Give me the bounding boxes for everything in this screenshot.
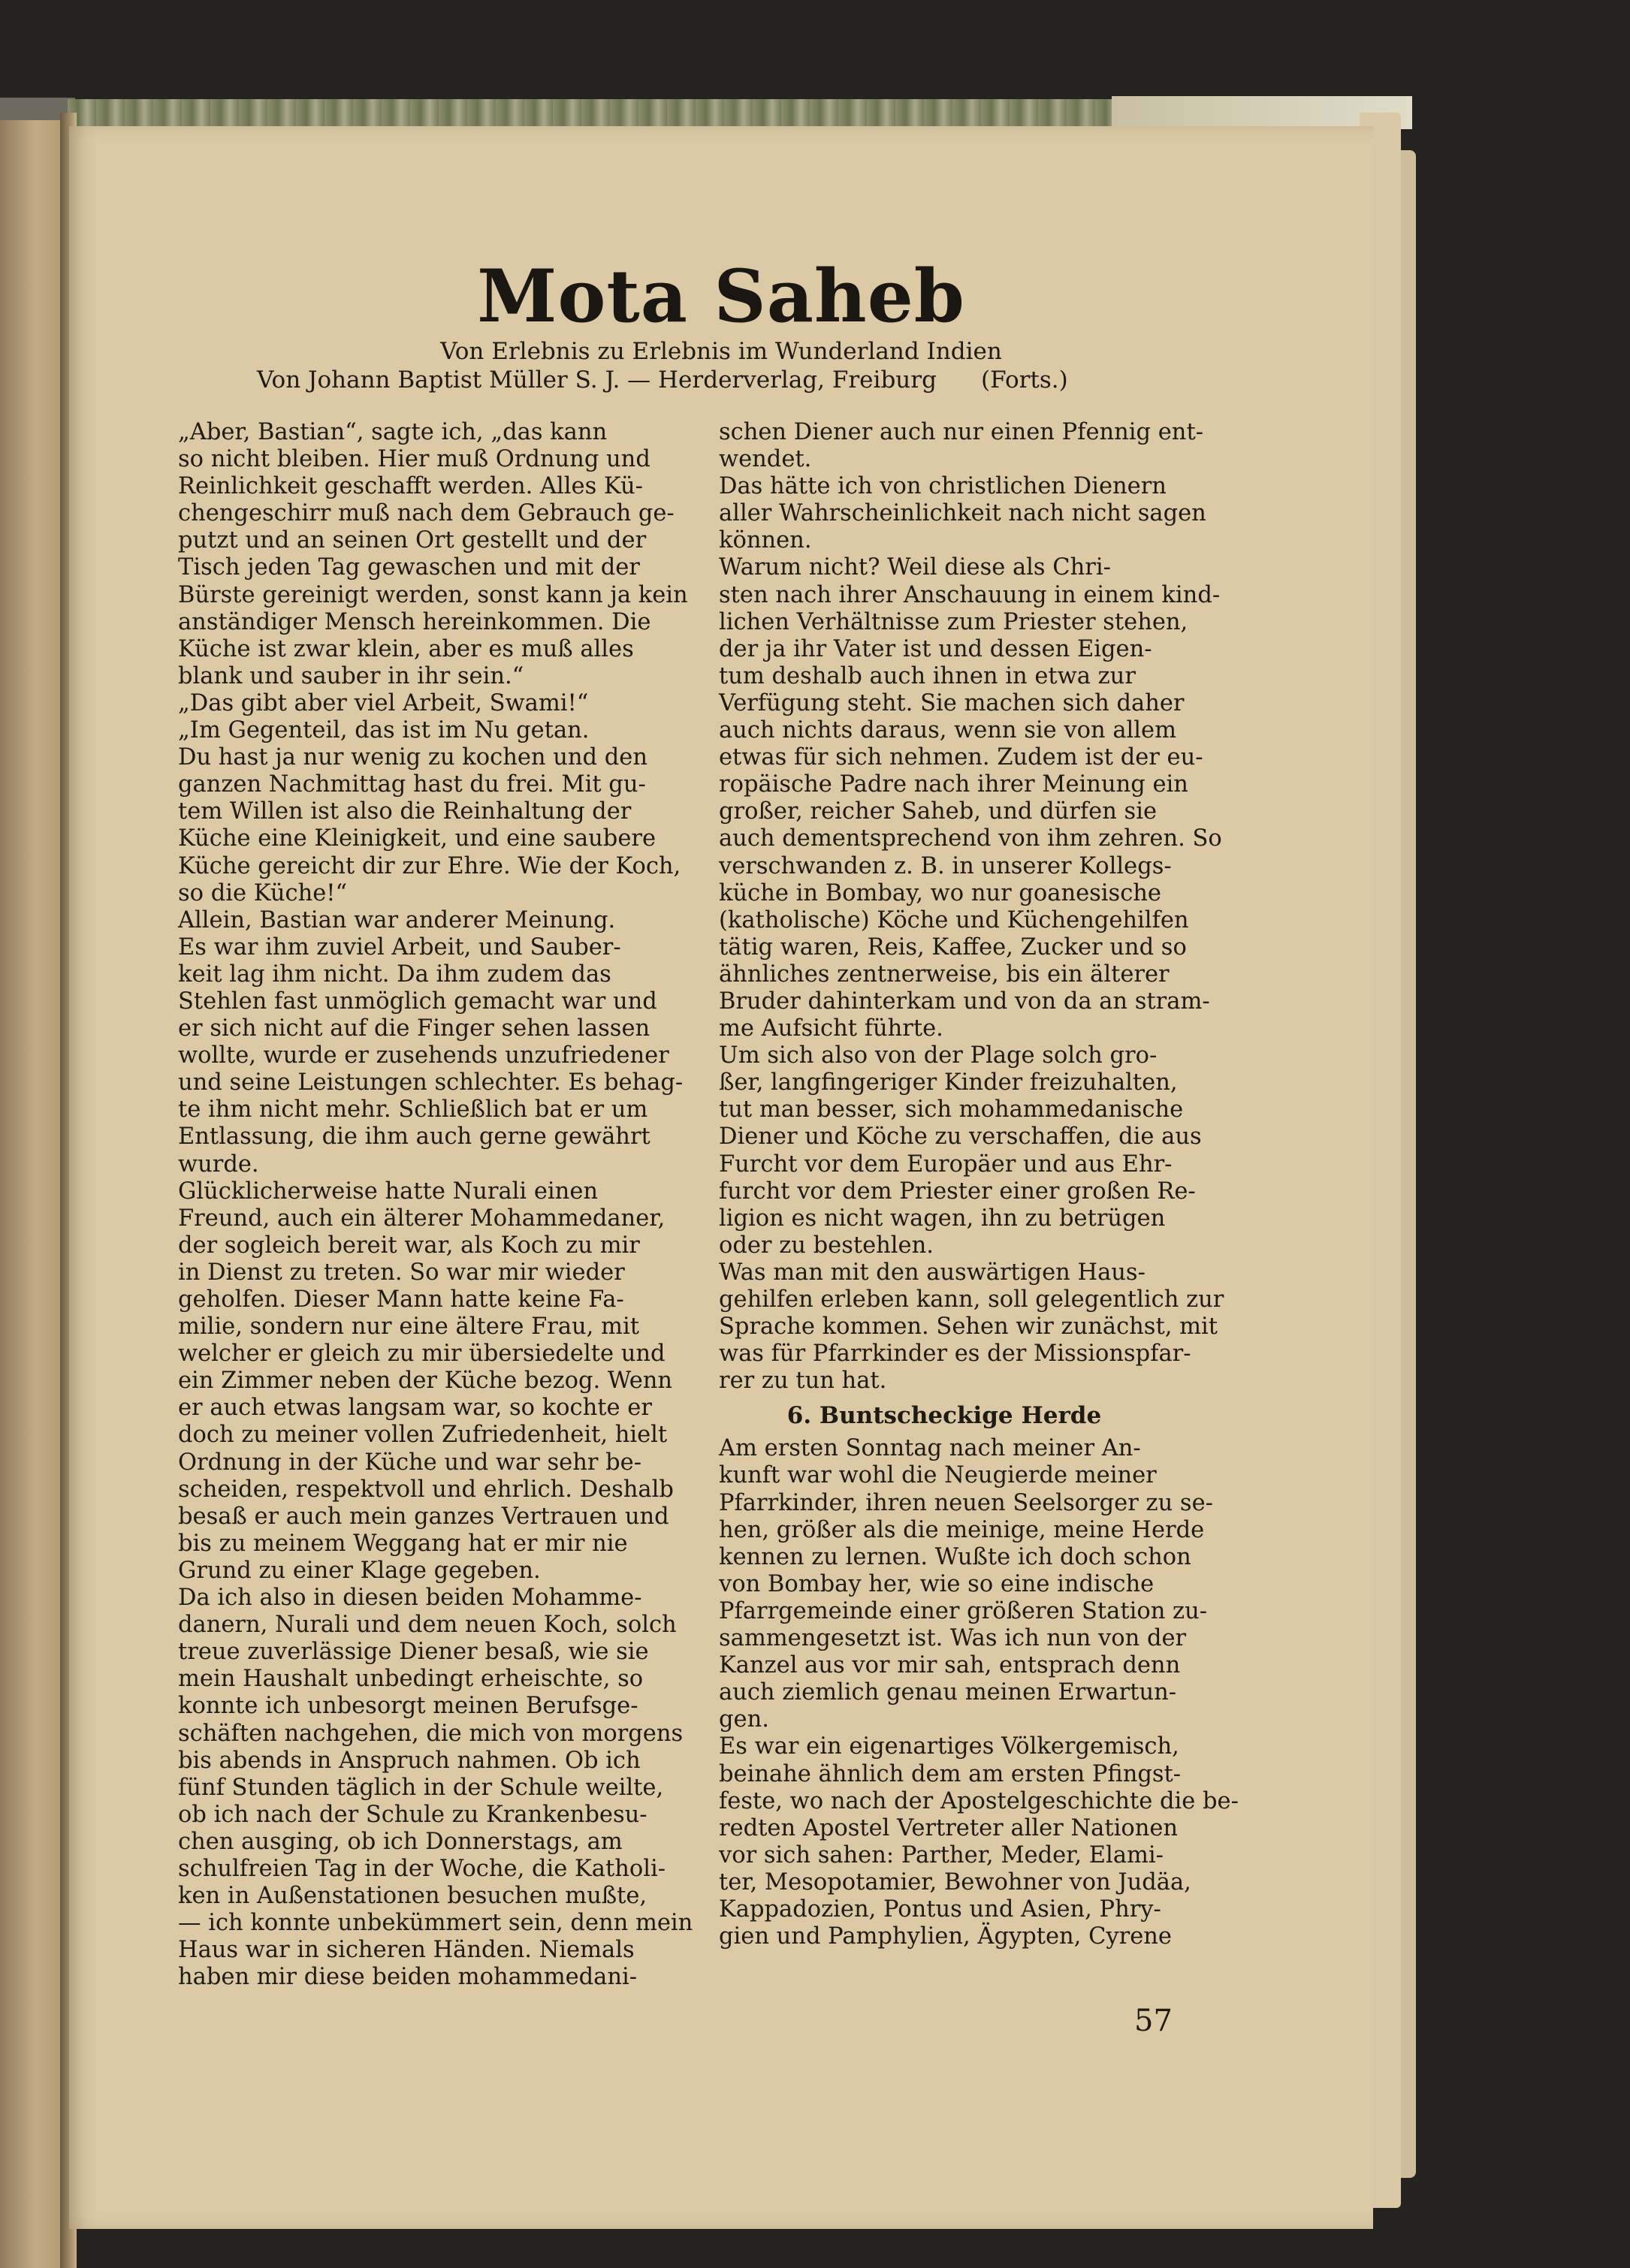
- text-line: kunft war wohl die Neugierde meiner: [719, 1462, 1157, 1489]
- text-line: küche in Bombay, wo nur goanesische: [719, 879, 1161, 906]
- text-line: Küche ist zwar klein, aber es muß alles: [178, 635, 634, 662]
- text-line: schäften nachgehen, die mich von morgens: [178, 1720, 684, 1747]
- text-line: chengeschirr muß nach dem Gebrauch ge-: [178, 500, 675, 527]
- text-line: ter, Mesopotamier, Bewohner von Judäa,: [719, 1868, 1191, 1896]
- text-line: bis abends in Anspruch nahmen. Ob ich: [178, 1747, 641, 1774]
- text-line: so nicht bleiben. Hier muß Ordnung und: [178, 446, 650, 473]
- text-line: Da ich also in diesen beiden Mohamme-: [178, 1585, 642, 1612]
- text-line: chen ausging, ob ich Donnerstags, am: [178, 1828, 623, 1855]
- text-line: Bruder dahinterkam und von da an stram-: [719, 988, 1210, 1015]
- page-number: 57: [1134, 2004, 1173, 2038]
- text-line: oder zu bestehlen.: [719, 1232, 934, 1259]
- text-line: sammengesetzt ist. Was ich nun von der: [719, 1625, 1187, 1652]
- text-line: der sogleich bereit war, als Koch zu mir: [178, 1232, 640, 1259]
- text-line: großer, reicher Saheb, und dürfen sie: [719, 798, 1158, 825]
- text-line: verschwanden z. B. in unserer Kollegs-: [719, 852, 1172, 879]
- text-line: Was man mit den auswärtigen Haus-: [719, 1259, 1146, 1286]
- text-line: Du hast ja nur wenig zu kochen und den: [178, 744, 647, 771]
- text-line: auch nichts daraus, wenn sie von allem: [719, 717, 1177, 744]
- text-line: keit lag ihm nicht. Da ihm zudem das: [178, 961, 611, 988]
- text-line: schen Diener auch nur einen Pfennig ent-: [719, 419, 1204, 445]
- text-line: treue zuverlässige Diener besaß, wie sie: [178, 1639, 649, 1666]
- text-line: kennen zu lernen. Wußte ich doch schon: [719, 1543, 1191, 1570]
- text-line: putzt und an seinen Ort gestellt und der: [178, 527, 647, 554]
- article-title: Mota Saheb: [477, 254, 965, 339]
- text-line: Furcht vor dem Europäer und aus Ehr-: [719, 1151, 1173, 1178]
- text-line: ken in Außenstationen besuchen mußte,: [178, 1883, 647, 1910]
- text-line: redten Apostel Vertreter aller Nationen: [719, 1814, 1179, 1841]
- text-line: rer zu tun hat.: [719, 1368, 887, 1395]
- text-line: (katholische) Köche und Küchengehilfen: [719, 906, 1189, 933]
- text-line: Am ersten Sonntag nach meiner An-: [719, 1435, 1141, 1462]
- text-line: beinahe ähnlich dem am ersten Pfingst-: [719, 1760, 1182, 1787]
- text-line: Stehlen fast unmöglich gemacht war und: [178, 988, 657, 1015]
- text-line: ganzen Nachmittag hast du frei. Mit gu-: [178, 771, 646, 798]
- text-line: te ihm nicht mehr. Schließlich bat er um: [178, 1096, 648, 1123]
- text-line: — ich konnte unbekümmert sein, denn mein: [178, 1910, 693, 1937]
- text-line: milie, sondern nur eine ältere Frau, mit: [178, 1313, 639, 1341]
- text-line: ßer, langfingeriger Kinder freizuhalten,: [719, 1069, 1178, 1096]
- text-line: Verfügung steht. Sie machen sich daher: [719, 689, 1185, 716]
- text-line: furcht vor dem Priester einer großen Re-: [719, 1178, 1196, 1205]
- text-line: wendet.: [719, 446, 812, 473]
- text-line: Entlassung, die ihm auch gerne gewährt: [178, 1123, 650, 1151]
- text-line: gen.: [719, 1706, 769, 1733]
- text-line: der ja ihr Vater ist und dessen Eigen-: [719, 635, 1152, 662]
- text-line: Glücklicherweise hatte Nurali einen: [178, 1178, 599, 1205]
- text-line: ein Zimmer neben der Küche bezog. Wenn: [178, 1368, 673, 1395]
- left-page-edge: [0, 120, 65, 2268]
- left-text-column: [178, 419, 771, 1991]
- article-subtitle: Von Erlebnis zu Erlebnis im Wunderland Indien: [440, 338, 1002, 365]
- text-line: Freund, auch ein älterer Mohammedaner,: [178, 1205, 666, 1232]
- text-line: Haus war in sicheren Händen. Niemals: [178, 1937, 635, 1964]
- text-line: auch ziemlich genau meinen Erwartun-: [719, 1679, 1177, 1706]
- text-line: ligion es nicht wagen, ihn zu betrügen: [719, 1205, 1166, 1232]
- text-line: er auch etwas langsam war, so kochte er: [178, 1395, 652, 1422]
- text-line: schulfreien Tag in der Woche, die Katholi-: [178, 1855, 666, 1882]
- text-line: Es war ihm zuviel Arbeit, und Sauber-: [178, 933, 621, 961]
- text-line: Kanzel aus vor mir sah, entsprach denn: [719, 1652, 1181, 1679]
- text-line: Küche gereicht dir zur Ehre. Wie der Koch,: [178, 852, 681, 879]
- text-line: von Bombay her, wie so eine indische: [719, 1570, 1155, 1597]
- text-line: so die Küche!“: [178, 879, 348, 906]
- text-line: feste, wo nach der Apostelgeschichte die be-: [719, 1787, 1239, 1814]
- text-line: Diener und Köche zu verschaffen, die aus: [719, 1123, 1202, 1151]
- text-line: in Dienst zu treten. So war mir wieder: [178, 1259, 625, 1286]
- text-line: vor sich sahen: Parther, Meder, Elami-: [719, 1841, 1164, 1868]
- book-page: [69, 126, 1373, 2229]
- text-line: besaß er auch mein ganzes Vertrauen und: [178, 1503, 669, 1530]
- text-line: fünf Stunden täglich in der Schule weilte,: [178, 1774, 664, 1801]
- text-line: ropäische Padre nach ihrer Meinung ein: [719, 771, 1188, 798]
- text-line: auch dementsprechend von ihm zehren. So: [719, 825, 1222, 852]
- text-line: Warum nicht? Weil diese als Chri-: [719, 554, 1111, 581]
- text-line: ob ich nach der Schule zu Krankenbesu-: [178, 1801, 647, 1828]
- text-line: ähnliches zentnerweise, bis ein älterer: [719, 961, 1170, 988]
- text-line: tätig waren, Reis, Kaffee, Zucker und so: [719, 933, 1187, 961]
- text-line: etwas für sich nehmen. Zudem ist der eu-: [719, 744, 1203, 771]
- text-line: Pfarrgemeinde einer größeren Station zu-: [719, 1597, 1208, 1624]
- text-line: „Im Gegenteil, das ist im Nu getan.: [178, 717, 590, 744]
- text-line: Pfarrkinder, ihren neuen Seelsorger zu se-: [719, 1489, 1213, 1516]
- text-line: scheiden, respektvoll und ehrlich. Deshalb: [178, 1476, 674, 1503]
- text-line: gehilfen erleben kann, soll gelegentlich zur: [719, 1286, 1224, 1313]
- text-line: gien und Pamphylien, Ägypten, Cyrene: [719, 1923, 1172, 1950]
- text-line: lichen Verhältnisse zum Priester stehen,: [719, 608, 1188, 635]
- text-line: können.: [719, 527, 812, 554]
- article-byline: Von Johann Baptist Müller S. J. — Herderverlag, Freiburg (Forts.): [257, 366, 1068, 394]
- text-line: Es war ein eigenartiges Völkergemisch,: [719, 1733, 1179, 1760]
- section-heading: 6. Buntscheckige Herde: [786, 1402, 1102, 1430]
- text-line: und seine Leistungen schlechter. Es behag-: [178, 1069, 684, 1096]
- text-line: Sprache kommen. Sehen wir zunächst, mit: [719, 1313, 1218, 1341]
- text-line: blank und sauber in ihr sein.“: [178, 662, 524, 689]
- text-line: hen, größer als die meinige, meine Herde: [719, 1516, 1205, 1543]
- text-line: Küche eine Kleinigkeit, und eine saubere: [178, 825, 657, 852]
- text-line: Bürste gereinigt werden, sonst kann ja kein: [178, 581, 688, 608]
- text-line: sten nach ihrer Anschauung in einem kind-: [719, 581, 1221, 608]
- text-line: konnte ich unbesorgt meinen Berufsge-: [178, 1693, 638, 1720]
- text-line: Grund zu einer Klage gegeben.: [178, 1557, 541, 1584]
- text-line: tum deshalb auch ihnen in etwa zur: [719, 662, 1136, 689]
- text-line: Reinlichkeit geschafft werden. Alles Kü-: [178, 473, 643, 500]
- text-line: Um sich also von der Plage solch gro-: [719, 1042, 1158, 1069]
- text-line: danern, Nurali und dem neuen Koch, solch: [178, 1612, 677, 1639]
- text-line: mein Haushalt unbedingt erheischte, so: [178, 1666, 644, 1693]
- text-line: doch zu meiner vollen Zufriedenheit, hielt: [178, 1422, 668, 1449]
- right-text-column: [719, 419, 1290, 1950]
- text-line: me Aufsicht führte.: [719, 1015, 943, 1042]
- text-line: was für Pfarrkinder es der Missionspfar-: [719, 1341, 1191, 1368]
- text-line: tem Willen ist also die Reinhaltung der: [178, 798, 632, 825]
- text-line: Allein, Bastian war anderer Meinung.: [178, 906, 616, 933]
- text-line: Kappadozien, Pontus und Asien, Phry-: [719, 1896, 1161, 1923]
- text-line: Das hätte ich von christlichen Dienern: [719, 473, 1167, 500]
- text-line: wurde.: [178, 1151, 259, 1178]
- text-line: anständiger Mensch hereinkommen. Die: [178, 608, 651, 635]
- text-line: „Aber, Bastian“, sagte ich, „das kann: [178, 419, 608, 445]
- text-line: Ordnung in der Küche und war sehr be-: [178, 1449, 641, 1476]
- text-line: aller Wahrscheinlichkeit nach nicht sagen: [719, 500, 1206, 527]
- text-line: „Das gibt aber viel Arbeit, Swami!“: [178, 689, 589, 716]
- text-line: welcher er gleich zu mir übersiedelte und: [178, 1341, 666, 1368]
- text-line: er sich nicht auf die Finger sehen lassen: [178, 1015, 650, 1042]
- text-line: geholfen. Dieser Mann hatte keine Fa-: [178, 1286, 624, 1313]
- text-line: bis zu meinem Weggang hat er mir nie: [178, 1530, 628, 1557]
- text-line: tut man besser, sich mohammedanische: [719, 1096, 1184, 1123]
- text-line: Tisch jeden Tag gewaschen und mit der: [178, 554, 640, 581]
- text-line: haben mir diese beiden mohammedani-: [178, 1964, 638, 1991]
- text-line: wollte, wurde er zusehends unzufriedener: [178, 1042, 669, 1069]
